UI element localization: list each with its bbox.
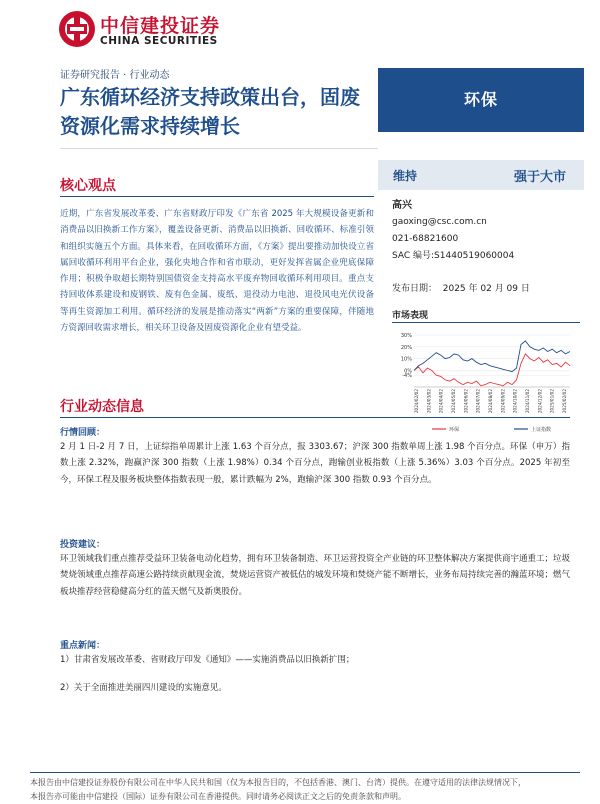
core-heading: 核心观点 — [60, 178, 116, 194]
x-tick-label: 2024/07/02 — [475, 389, 481, 414]
legend-label: 环保 — [449, 427, 460, 433]
china-securities-logo-icon — [58, 10, 96, 48]
sector-label: 环保 — [463, 90, 498, 109]
x-tick-label: 2024/08/02 — [488, 389, 493, 414]
x-tick-label: 2024/10/02 — [512, 389, 518, 414]
news-item-2: 2）关于全面推进美丽四川建设的实施意见。 — [60, 683, 227, 693]
logo-chinese-name: 中信建投证券 — [100, 15, 221, 37]
analyst-sac: SAC 编号:S1440519060004 — [392, 251, 515, 261]
industry-heading: 行业动态信息 — [60, 399, 144, 415]
news-heading: 重点新闻： — [60, 641, 106, 651]
title-divider — [60, 148, 378, 149]
analyst-phone: 021-68821600 — [392, 234, 459, 244]
y-tick-label: 0% — [404, 368, 412, 375]
x-tick-label: 2024/09/02 — [500, 389, 506, 414]
market-divider — [392, 322, 580, 323]
x-tick-label: 2024/05/02 — [451, 389, 456, 414]
advice-heading: 投资建议： — [60, 540, 106, 550]
x-tick-label: 2024/04/02 — [438, 389, 444, 414]
core-divider — [60, 196, 374, 197]
legend-label: 上证指数 — [531, 427, 552, 433]
x-tick-label: 2025/02/02 — [562, 389, 567, 414]
x-tick-label: 2024/02/02 — [414, 389, 419, 414]
x-tick-label: 2024/06/02 — [463, 389, 469, 414]
footer-line-2: 本报告亦可能由中信建投（国际）证券有限公司在香港提供。同时请务必阅读正文之后的免责条款和声明。 — [30, 792, 406, 801]
market-performance-label: 市场表现 — [392, 311, 429, 321]
footer-divider — [30, 772, 580, 773]
x-tick-label: 2025/01/02 — [549, 389, 555, 414]
review-body: 2 月 1 日-2 月 7 日，上证综指单周累计上涨 1.63 个百分点，报 3303.67；沪深 300 指数单周上涨 1.98 个百分点。环保（申万）指数上涨 2.32%，跑赢沪深 300 指数（上涨 1.98%）0.34 个百分点，跑输创业板指数（上涨 5.36%）3.03 个百分点。2025 年初至今，环保工程及服务板块整体指数表现一般，累计跌幅为 2%，跑输沪深 300 指数 0.93 个百分点。 — [60, 442, 570, 485]
x-tick-label: 2024/12/02 — [537, 389, 543, 414]
sector-banner — [378, 68, 584, 132]
rating-value: 强于大市 — [513, 170, 566, 185]
publish-date-label: 发布日期： — [392, 284, 438, 294]
core-body: 近期，广东省发展改革委、广东省财政厅印发《广东省 2025 年大规模设备更新和消费品以旧换新工作方案》，覆盖设备更新、消费品以旧换新、回收循环、标准引领和组织实施五个方面。具体来看，在回收循环方面，《方案》提出要推动加快设立省属回收循环利用平台企业，强化央地合作和省市联动，更好发挥省属企业兜底保障作用；积极争取超长期特别国债资金支持高水平废弃物回收循环利用项目。重点支持回收体系建设和废钢铁、废有色金属、废纸、退役动力电池、退役风电光伏设备等再生资源加工利用。循环经济的发展是推动落实“两新”方案的重要保障，伴随地方资源回收需求增长，相关环卫设备及固废资源化企业有望受益。 — [60, 209, 374, 334]
x-tick-label: 2024/03/02 — [426, 389, 432, 414]
report-type: 证券研究报告 · 行业动态 — [60, 70, 170, 81]
news-item-1: 1）甘肃省发展改革委、省财政厅印发《通知》——实施消费品以旧换新扩围； — [60, 655, 355, 665]
y-tick-label: 20% — [400, 344, 412, 351]
y-tick-label: -4% — [402, 373, 412, 380]
analyst-name: 高兴 — [392, 200, 412, 211]
publish-date-value: 2025 年 02 月 09 日 — [442, 284, 530, 294]
publish-date — [392, 281, 530, 294]
analyst-info — [392, 197, 514, 265]
y-tick-label: 10% — [400, 356, 412, 363]
report-title: 广东循环经济支持政策出台，固废资源化需求持续增长 — [60, 85, 360, 138]
rating-action: 维持 — [393, 169, 418, 183]
footer-line-1: 本报告由中信建投证券股份有限公司在中华人民共和国（仅为本报告目的，不包括香港、澳门、台湾）提供。在遵守适用的法律法规情况下， — [30, 778, 526, 787]
industry-divider — [60, 417, 570, 418]
analyst-email[interactable]: gaoxing@csc.com.cn — [392, 217, 487, 227]
review-heading: 行情回顾： — [60, 428, 106, 438]
x-tick-label: 2024/11/02 — [525, 389, 530, 414]
advice-body: 环卫领域我们重点推荐受益环卫装备电动化趋势，拥有环卫装备制造、环卫运营投资全产业链的环卫整体解决方案提供商宇通重工；垃圾焚烧领域重点推荐高速公路持续贡献现金流，焚烧运营资产被低估的城发环境和焚烧产能不断增长，业务布局持续完善的瀚蓝环境；燃气板块推荐经营稳健高分红的蓝天燃气及新奥股份。 — [60, 554, 571, 597]
y-tick-label: 30% — [400, 333, 412, 339]
logo-english-name: CHINA SECURITIES — [100, 35, 218, 47]
market-performance-chart — [392, 325, 584, 435]
rating-bar — [378, 160, 584, 190]
series-line-2 — [414, 341, 570, 372]
